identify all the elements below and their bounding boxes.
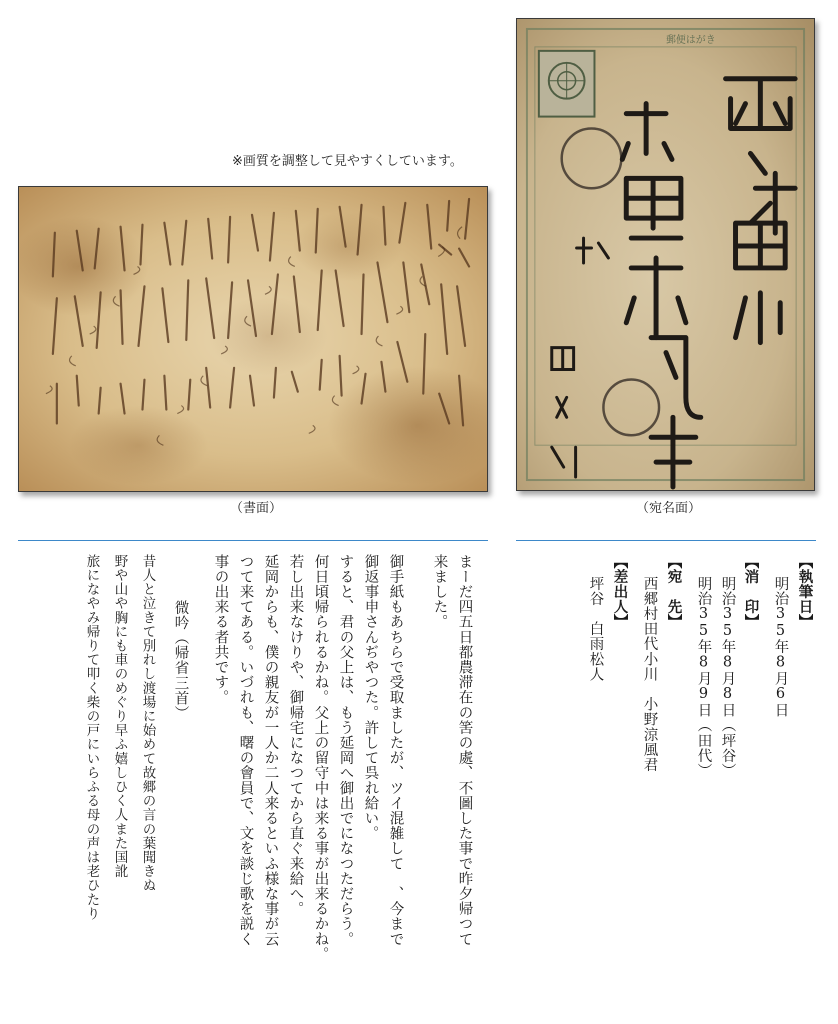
poem-heading: 微吟（帰省三首） xyxy=(172,600,189,721)
postcard-header-text: 郵便はがき xyxy=(665,34,716,46)
letter-line-5: すると、君の父上は、もう延岡へ御出でになつただらう。 xyxy=(337,554,354,947)
divider-right xyxy=(516,540,816,541)
letter-line-3: 御手紙もあちらで受取ましたが、ツイ混雑して 、今まで xyxy=(387,554,404,947)
letter-line-7: 若し出来なけりや、御帰宅になつてから直ぐ来給へ。 xyxy=(287,554,304,917)
written-date-label: 【執筆日】 xyxy=(796,554,814,630)
address-face-caption: （宛名面） xyxy=(636,501,702,516)
letter-line-1: まーだ四五日都農滞在の筈の處、不圖した事で昨夕帰つて xyxy=(456,554,473,947)
address-value: 西郷村田代小川 小野涼風君 xyxy=(641,576,658,773)
poem-line-1: 昔人と泣きて別れし渡場に始めて故郷の言の葉聞きぬ xyxy=(139,554,156,893)
postage-stamp-icon xyxy=(539,51,595,117)
sender-value: 坪谷 白雨松人 xyxy=(587,576,604,682)
letter-line-8: 延岡からも、僕の親友が一人か二人来るといふ様な事が云 xyxy=(262,554,279,947)
poem-line-2: 野や山や胸にも車のめぐり早ふ嬉しひく人また国訛 xyxy=(111,554,128,879)
written-date-value: 明治35年8月6日 xyxy=(772,576,789,718)
letter-line-2: 来ました。 xyxy=(431,554,448,630)
poem-line-3: 旅になやみ帰りて叩く柴の戸にいらふる母の声は老ひたり xyxy=(83,554,100,921)
sender-label: 【差出人】 xyxy=(611,554,629,630)
postmark-icon xyxy=(562,129,659,436)
postmark-date-1: 明治35年8月8日（坪谷） xyxy=(719,576,736,779)
address-label: 【宛 先】 xyxy=(665,554,683,630)
letter-line-9: つて来てある。いづれも、曙の會員で、文を談じ歌を説く xyxy=(237,554,254,947)
letter-face-caption: （書面） xyxy=(230,501,283,516)
letter-face-photo xyxy=(18,186,488,492)
image-adjusted-note: ※画質を調整して見やすくしています。 xyxy=(232,154,463,169)
divider-left xyxy=(18,540,488,541)
letter-line-10: 事の出来る者共です。 xyxy=(212,554,229,705)
postmark-label: 【消 印】 xyxy=(742,554,760,630)
address-face-photo xyxy=(516,18,815,491)
postmark-date-2: 明治35年8月9日（田代） xyxy=(695,576,712,779)
letter-line-4: 御返事申さんぢやつた。許して呉れ給い。 xyxy=(362,554,379,841)
letter-line-6: 何日頃帰られるかね。父上の留守中は来る事が出来るかね。 xyxy=(312,554,329,962)
